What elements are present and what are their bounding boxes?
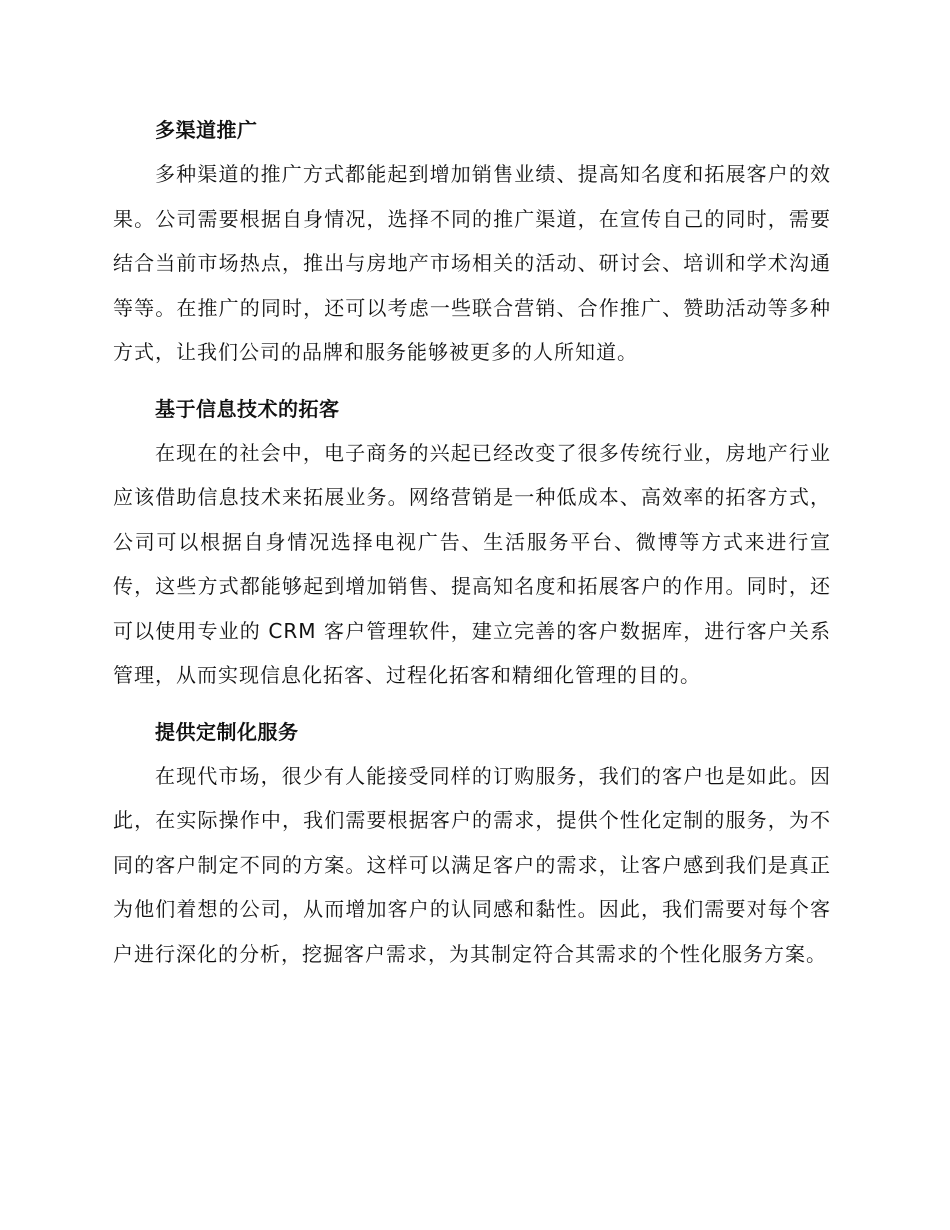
section-paragraph: 在现代市场，很少有人能接受同样的订购服务，我们的客户也是如此。因此，在实际操作中，我们需要根据客户的需求，提供个性化定制的服务，为不同的客户制定不同的方案。这样可以满足客户的需求，让客户感到我们是真正为他们着想的公司，从而增加客户的认同感和黏性。因此，我们需要对每个客户进行深化的分析，挖掘客户需求，为其制定符合其需求的个性化服务方案。 — [113, 763, 831, 966]
section-it-based-acquisition — [113, 387, 831, 698]
section-customized-service — [113, 710, 831, 977]
section-heading: 提供定制化服务 — [155, 719, 299, 744]
section-heading: 多渠道推广 — [155, 118, 258, 142]
section-paragraph: 在现在的社会中，电子商务的兴起已经改变了很多传统行业，房地产行业应该借助信息技术来拓展业务。网络营销是一种低成本、高效率的拓客方式，公司可以根据自身情况选择电视广告、生活服务平台、微博等方式来进行宣传，这些方式都能够起到增加销售、提高知名度和拓展客户的作用。同时，还可以使用专业的 CRM 客户管理软件，建立完善的客户数据库，进行客户关系管理，从而实现信息化拓客、过程化拓客和精细化管理的目的。 — [113, 440, 831, 687]
section-heading: 基于信息技术的拓客 — [155, 396, 340, 421]
section-multichannel-promotion — [113, 108, 831, 375]
document-page — [113, 108, 831, 988]
section-paragraph: 多种渠道的推广方式都能起到增加销售业绩、提高知名度和拓展客户的效果。公司需要根据自身情况，选择不同的推广渠道，在宣传自己的同时，需要结合当前市场热点，推出与房地产市场相关的活动、研讨会、培训和学术沟通等等。在推广的同时，还可以考虑一些联合营销、合作推广、赞助活动等多种方式，让我们公司的品牌和服务能够被更多的人所知道。 — [113, 162, 831, 364]
